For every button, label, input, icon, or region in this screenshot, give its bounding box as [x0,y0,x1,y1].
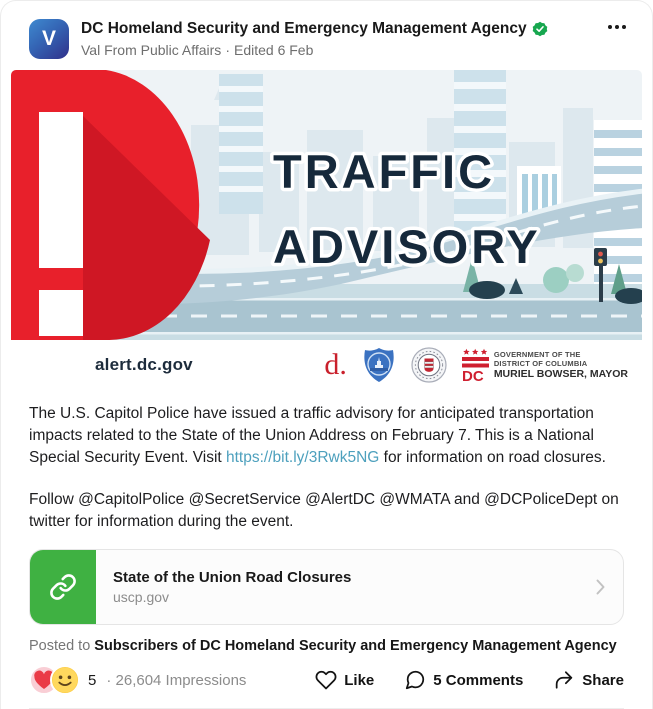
posted-to-line: Posted to Subscribers of DC Homeland Security and Emergency Management Agency [29,638,617,654]
traffic-advisory-illustration [11,70,642,340]
paragraph-advisory: The U.S. Capitol Police have issued a traffic advisory for anticipated transportation impacts related to the State of the Union Address on February 7. This is a National Special Security Event. Visit https://bit.ly/3Rwk5NG for information on road closures. [29,405,606,466]
dc-seal-icon [411,347,447,383]
reaction-count: 5 [88,671,97,689]
comments-button[interactable]: 5 Comments [404,669,523,691]
verified-badge-icon [532,21,548,37]
post-byline [81,42,598,58]
striped-building-left [219,74,263,214]
post-header [1,1,652,59]
paragraph-follow: Follow @CapitolPolice @SecretService @AlertDC @WMATA and @DCPoliceDept on twitter for information during the event. [29,491,619,530]
dc-government-lockup [462,348,628,382]
heart-outline-icon [315,669,337,691]
more-options-button[interactable] [606,19,628,35]
post-body [1,390,652,533]
link-icon-tile [30,549,96,625]
share-button[interactable]: Share [553,669,624,691]
chevron-right-icon [596,579,605,595]
post-image[interactable] [11,70,642,390]
alert-dc-gov-text: alert.dc.gov [95,355,193,374]
dc-d-brand-logo: d. [324,348,347,381]
exclamation-dot [39,290,83,336]
agency-name[interactable]: DC Homeland Security and Emergency Management Agency [81,20,527,37]
bitly-link[interactable]: https://bit.ly/3Rwk5NG [226,449,380,466]
headline-advisory: ADVISORY [273,220,541,273]
dc-flag-mark-icon [462,348,489,382]
exclamation-bar [39,112,83,268]
smile-reaction-icon [50,665,80,695]
header-text [81,19,598,58]
like-button[interactable]: Like [315,669,374,691]
ellipsis-icon [608,25,612,29]
impressions-count: · 26,604 Impressions [106,671,247,689]
author-name: Val From Public Affairs [81,42,222,58]
edited-date: Edited 6 Feb [233,42,314,58]
gov-line-1: GOVERNMENT OF THE [493,350,581,359]
action-bar [315,669,624,691]
svg-text:DC: DC [461,368,484,382]
police-badge-icon [362,347,396,383]
audience-name: Subscribers of DC Homeland Security and Emergency Management Agency [94,638,617,654]
agency-avatar[interactable] [29,19,69,59]
link-preview-card[interactable] [29,549,624,625]
share-arrow-icon [553,669,575,691]
chain-link-icon [49,573,77,601]
link-domain: uscp.gov [113,589,170,605]
comment-bubble-icon [404,669,426,691]
gov-line-3: MURIEL BOWSER, MAYOR [493,368,628,380]
gov-line-2: DISTRICT OF COLUMBIA [493,359,588,368]
link-title: State of the Union Road Closures [113,569,352,586]
link-meta [96,569,578,605]
headline-traffic: TRAFFIC [273,145,496,198]
logo-strip [11,340,642,390]
byline-separator: · [225,42,230,58]
avatar-letter: V [41,27,56,50]
reaction-summary[interactable] [29,665,246,695]
post-footer [1,654,652,695]
